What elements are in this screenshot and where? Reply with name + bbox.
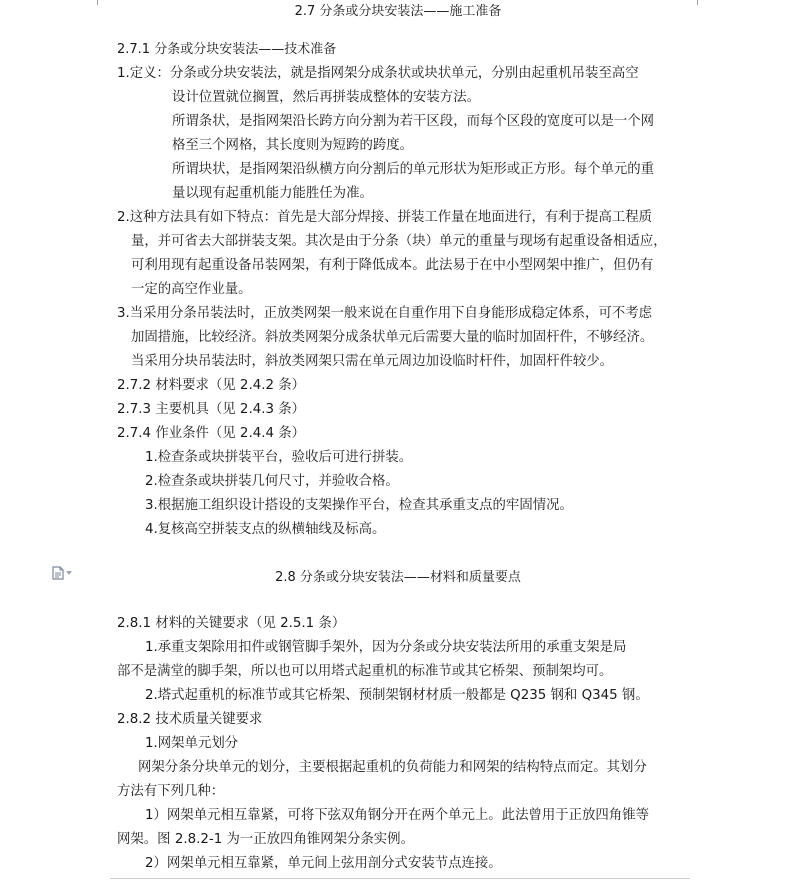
p1-line1: 1.定义：分条或分块安装法，就是指网架分成条状或块状单元，分别由起重机吊装至高空 — [117, 66, 639, 81]
m1-line1: 1.承重支架除用扣件或钢管脚手架外，因为分条或分块安装法所用的承重支架是局 — [145, 640, 627, 655]
heading-2-8-2: 2.8.2 技术质量关键要求 — [117, 712, 263, 727]
q2-line2: 网架。图 2.8.2-1 为一正放四角锥网架分条实例。 — [117, 832, 414, 847]
p2-line4: 一定的高空作业量。 — [131, 282, 252, 297]
m1-line2: 部不是满堂的脚手架，所以也可以用塔式起重机的标准节或其它桥架、预制架均可。 — [117, 664, 613, 679]
heading-2-8-1: 2.8.1 材料的关键要求（见 2.5.1 条） — [117, 616, 346, 631]
heading-2-7-1: 2.7.1 分条或分块安装法——技术准备 — [117, 42, 337, 57]
p2-line1: 2.这种方法具有如下特点：首先是大部分焊接、拼装工作量在地面进行，有利于提高工程质 — [117, 210, 653, 225]
section-title-2-7: 2.7 分条或分块安装法——施工准备 — [294, 4, 502, 19]
q1: 1.网架单元划分 — [145, 736, 239, 751]
condition-2: 2.检查条或块拼装几何尺寸，并验收合格。 — [145, 474, 399, 489]
p2-line2: 量，并可省去大部拼装支架。其次是由于分条（块）单元的重量与现场有起重设备相适应， — [131, 234, 667, 249]
heading-2-7-3: 2.7.3 主要机具（见 2.4.3 条） — [117, 402, 306, 417]
q1-line1: 网架分条分块单元的划分，主要根据起重机的负荷能力和网架的结构特点而定。其划分 — [138, 760, 647, 775]
p3-line3: 当采用分块吊装法时，斜放类网架只需在单元周边加设临时杆件，加固杆件较少。 — [131, 354, 614, 369]
p1-line3: 所谓条状，是指网架沿长跨方向分割为若干区段，而每个区段的宽度可以是一个网 — [172, 114, 655, 129]
divider — [110, 878, 690, 879]
q2-line1: 1）网架单元相互靠紧，可将下弦双角钢分开在两个单元上。此法曾用于正放四角锥等 — [145, 808, 649, 823]
condition-4: 4.复核高空拼装支点的纵横轴线及标高。 — [145, 522, 386, 537]
p2-line3: 可利用现有起重设备吊装网架，有利于降低成本。此法易于在中小型网架中推广，但仍有 — [131, 258, 654, 273]
q1-line2: 方法有下列几种： — [117, 784, 225, 799]
section-title-2-8: 2.8 分条或分块安装法——材料和质量要点 — [275, 570, 521, 585]
p3-line1: 3.当采用分条吊装法时，正放类网架一般来说在自重作用下自身能形成稳定体系，可不考虑 — [117, 306, 653, 321]
m2: 2.塔式起重机的标准节或其它桥架、预制架钢材材质一般都是 Q235 钢和 Q345 钢。 — [145, 688, 649, 703]
p1-line5: 所谓块状，是指网架沿纵横方向分割后的单元形状为矩形或正方形。每个单元的重 — [172, 162, 655, 177]
p1-line4: 格至三个网格，其长度则为短跨的跨度。 — [172, 138, 414, 153]
condition-3: 3.根据施工组织设计搭设的支架操作平台，检查其承重支点的牢固情况。 — [145, 498, 573, 513]
p1-line2: 设计位置就位搁置，然后再拼装成整体的安装方法。 — [172, 90, 480, 105]
heading-2-7-2: 2.7.2 材料要求（见 2.4.2 条） — [117, 378, 306, 393]
p3-line2: 加固措施，比较经济。斜放类网架分成条状单元后需要大量的临时加固杆件，不够经济。 — [131, 330, 654, 345]
condition-1: 1.检查条或块拼装平台，验收后可进行拼装。 — [145, 450, 413, 465]
p1-line6: 量以现有起重机能力能胜任为准。 — [172, 186, 373, 201]
heading-2-7-4: 2.7.4 作业条件（见 2.4.4 条） — [117, 426, 306, 441]
q3: 2）网架单元相互靠紧，单元间上弦用剖分式安装节点连接。 — [145, 856, 502, 871]
